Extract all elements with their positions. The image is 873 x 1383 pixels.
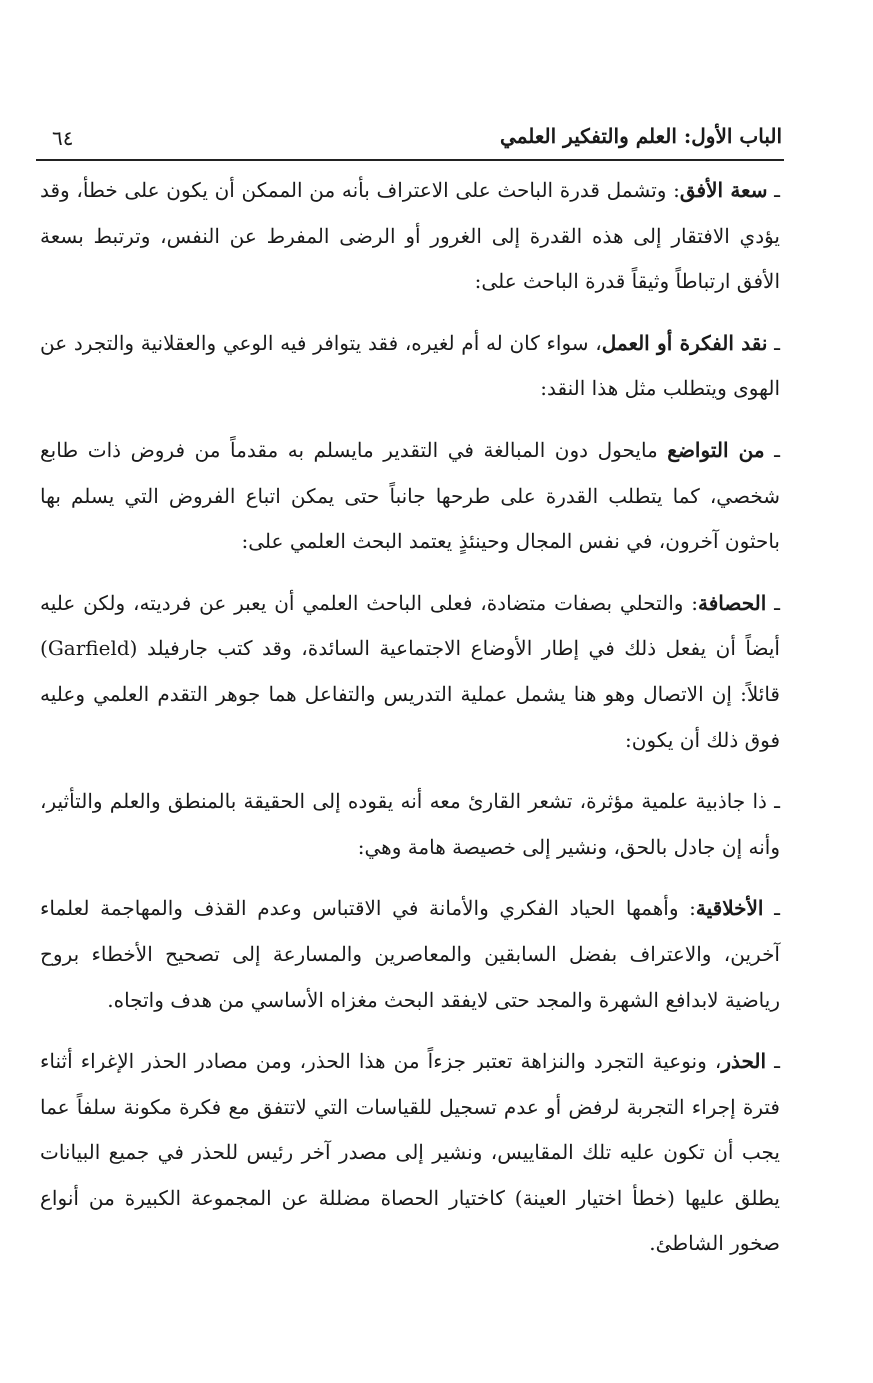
paragraph-term: سعة الأفق — [679, 178, 768, 202]
paragraph-caution — [40, 1039, 780, 1267]
paragraph-term: الأخلاقية — [695, 896, 764, 921]
chapter-title: الباب الأول: العلم والتفكير العلمي — [500, 124, 782, 148]
paragraph-ethics — [40, 886, 780, 1023]
header-rule — [36, 159, 784, 161]
bullet-dash: ـ — [764, 437, 780, 462]
paragraph-text: : وأهمها الحياد الفكري والأمانة في الاقتباس وعدم القذف والمهاجمة لعلماء آخرين، والاعتراف بفضل السابقين والمعاصرين والمسارعة إلى تصحيح الأخطاء بروح رياضية لابدافع الشهرة والمجد حتى لايفقد البحث مغزاه الأساسي من هدف واتجاه. — [40, 896, 780, 1012]
paragraph-text: : وتشمل قدرة الباحث على الاعتراف بأنه من الممكن أن يكون على خطأ، وقد يؤدي الافتقار إلى هذه القدرة إلى الغرور أو الرضى المفرط عن النفس، وترتبط بسعة الأفق ارتباطاً وثيقاً قدرة الباحث على: — [40, 178, 781, 294]
paragraph-prudence — [40, 581, 780, 763]
paragraph-term: من التواضع — [667, 437, 765, 462]
paragraph-term: الحصافة — [698, 590, 767, 615]
bullet-dash: ـ — [766, 789, 781, 814]
bullet-dash: ـ — [766, 1049, 780, 1074]
latin-name: Garfield — [47, 636, 130, 661]
paragraph-term: نقد الفكرة أو العمل — [601, 330, 768, 355]
body-text — [40, 168, 780, 1267]
bullet-dash: ـ — [766, 590, 780, 615]
paragraph-text-continued: ) قائلاً: إن الاتصال وهو هنا يشمل عملية التدريس والتفاعل هما جوهر التقدم العلمي وعليه فوق ذلك أن يكون: — [40, 636, 780, 752]
running-head — [38, 118, 782, 158]
bullet-dash: ـ — [763, 896, 780, 921]
bullet-dash: ـ — [767, 178, 781, 202]
bullet-dash: ـ — [767, 330, 781, 355]
paragraph-text: : والتحلي بصفات متضادة، فعلى الباحث العلمي أن يعبر عن فرديته، ولكن عليه أيضاً أن يفعل ذلك في إطار الأوضاع الاجتماعية السائدة، وقد كتب جارفيلد ( — [40, 590, 780, 661]
paragraph-appeal — [40, 779, 780, 870]
paragraph-text: ، سواء كان له أم لغيره، فقد يتوافر فيه الوعي والعقلانية والتجرد عن الهوى ويتطلب مثل هذا النقد: — [40, 330, 780, 401]
paragraph-text: ، ونوعية التجرد والنزاهة تعتبر جزءاً من هذا الحذر، ومن مصادر الحذر الإغراء أثناء فترة إجراء التجربة لرفض أو عدم تسجيل للقياسات التي لاتتفق مع فكرة مكونة سلفاً عما يجب أن تكون عليه تلك المقاييس، ونشير إلى مصدر آخر رئيس للحذر في جميع البيانات يطلق عليها (خطأ اختيار العينة) كاختيار الحصاة مضللة عن المجموعة الكبيرة من أنواع صخور الشاطئ. — [40, 1049, 780, 1256]
paragraph-broad-horizon — [40, 168, 780, 305]
paragraph-term: الحذر — [721, 1049, 767, 1074]
paragraph-critique — [40, 321, 780, 412]
paragraph-text: ذا جاذبية علمية مؤثرة، تشعر القارئ معه أنه يقوده إلى الحقيقة بالمنطق والعلم والتأثير، وأنه إن جادل بالحق، ونشير إلى خصيصة هامة وهي: — [40, 789, 780, 859]
paragraph-humility — [40, 428, 780, 565]
paragraph-text: مايحول دون المبالغة في التقدير مايسلم به مقدماً من فروض ذات طابع شخصي، كما يتطلب القدرة على طرحها جانباً حتى يمكن اتباع الفروض التي يسلم بها باحثون آخرون، في نفس المجال وحينئذٍ يعتمد البحث العلمي على: — [40, 437, 780, 554]
page-number: ٦٤ — [52, 126, 74, 150]
